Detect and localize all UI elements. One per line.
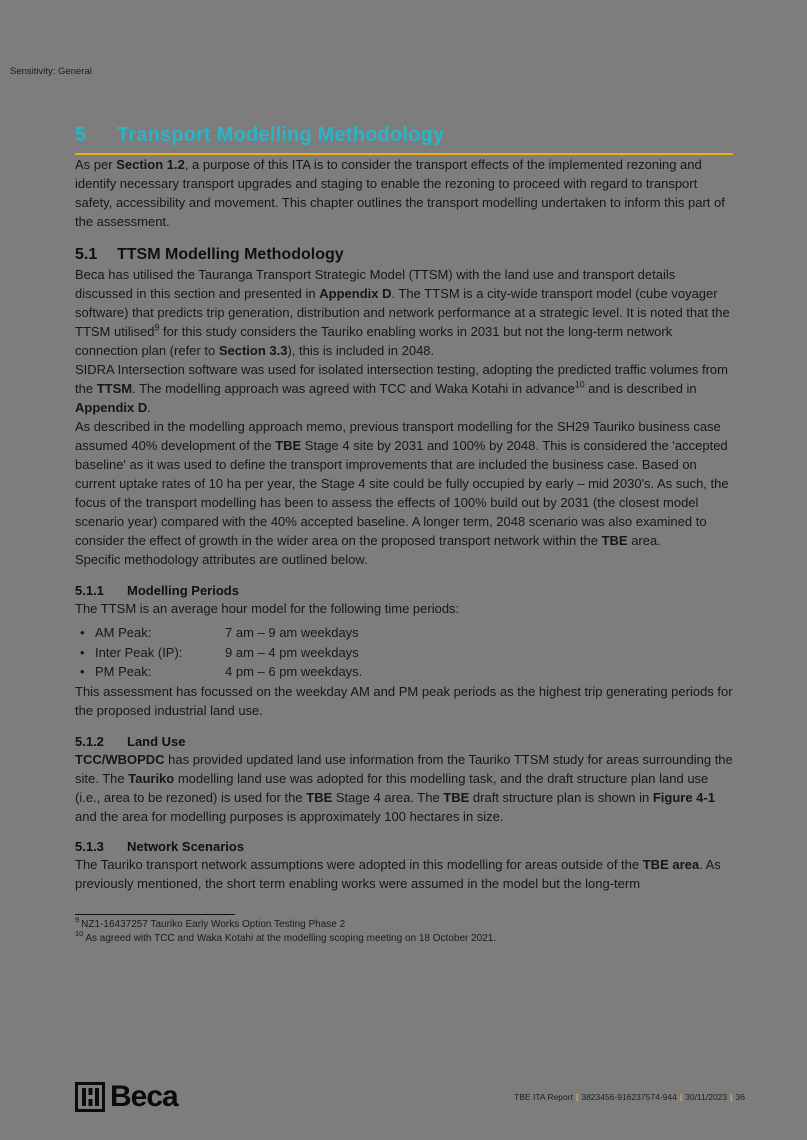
bullet-icon: • bbox=[80, 625, 85, 640]
section-51-number: 5.1 bbox=[75, 246, 98, 263]
footer-doc-title: TBE ITA Report bbox=[514, 1092, 573, 1102]
section-511-title: Modelling Periods bbox=[127, 583, 239, 598]
section-512-title: Land Use bbox=[127, 733, 186, 749]
paragraph-network-scenarios: The Tauriko transport network assumptions were adopted in this modelling for areas outside of the TBE area. As previously mentioned, the short term enabling works were assumed in the model but the long-term bbox=[75, 856, 721, 891]
paragraph-ttsm-model: Beca has utilised the Tauranga Transport Strategic Model (TTSM) with the land use and transport details discussed in this section and presented in Appendix D. The TTSM is a city-wide transport model (cube voyager software) that predicts trip generation, distribution and network performance at a strategic level. It is noted that the TTSM utilised$^9$ for this study considers the Tauriko enabling works in 2031 but not the long-term network connection plan (refer to Section 3.3), this is included in 2048. bbox=[75, 267, 730, 358]
footnote-marker: 10 bbox=[75, 929, 84, 939]
time-periods-list bbox=[75, 623, 733, 682]
sensitivity-label: Sensitivity: General bbox=[10, 66, 92, 77]
bullet-value: 7 am – 9 am weekdays bbox=[225, 625, 359, 640]
footnote-text: NZ1-16437257 Tauriko Early Works Option Testing Phase 2 bbox=[81, 918, 346, 930]
section-513-number: 5.1.3 bbox=[75, 838, 104, 854]
bullet-label: PM Peak: bbox=[95, 664, 152, 679]
paragraph-land-use: TCC/WBOPDC has provided updated land use information from the Tauriko TTSM study for areas surrounding the site. The Tauriko modelling land use was adopted for this modelling task, and the draft structure plan land use (i.e., area to be rezoned) is used for the TBE Stage 4 area. The TBE draft structure plan is shown in Figure 4-1 and the area for modelling purposes is approximately 100 hectares in size. bbox=[75, 751, 733, 824]
section-511-heading bbox=[75, 583, 733, 599]
chapter-heading bbox=[75, 122, 733, 148]
beca-wordmark: Beca bbox=[110, 1080, 178, 1113]
list-item-inter-peak bbox=[75, 643, 733, 663]
beca-logo-icon bbox=[75, 1082, 105, 1112]
section-512-heading bbox=[75, 734, 733, 750]
footnote-9 bbox=[75, 915, 733, 931]
footer-separator: | bbox=[679, 1092, 683, 1102]
beca-logo bbox=[75, 1082, 178, 1112]
paragraph-sidra: SIDRA Intersection software was used for isolated intersection testing, adopting the predicted traffic volumes from the TTSM. The modelling approach was agreed with TCC and Waka Kotahi in advance$^{10}$ and is described in Appendix D. bbox=[75, 362, 728, 415]
footer-separator: | bbox=[575, 1092, 579, 1102]
bullet-icon: • bbox=[80, 644, 85, 660]
section-511-number: 5.1.1 bbox=[75, 583, 104, 598]
footer-separator: | bbox=[730, 1092, 733, 1102]
bullet-label: Inter Peak (IP): bbox=[95, 644, 183, 660]
list-item-pm-peak bbox=[75, 662, 733, 682]
footer-doc-ref: 3823456-916237574-944 bbox=[581, 1092, 677, 1102]
footer-page-number: 36 bbox=[735, 1092, 745, 1102]
list-item-am-peak bbox=[75, 623, 733, 643]
chapter-title: Transport Modelling Methodology bbox=[117, 124, 445, 146]
bullet-value: 9 am – 4 pm weekdays bbox=[225, 644, 359, 660]
section-512-number: 5.1.2 bbox=[75, 733, 104, 749]
footnote-text: As agreed with TCC and Waka Kotahi at the modelling scoping meeting on 18 October 2021. bbox=[85, 932, 497, 944]
section-51-heading bbox=[75, 244, 733, 265]
footer-date: 30/11/2023 bbox=[685, 1092, 728, 1102]
bullet-value: 4 pm – 6 pm weekdays. bbox=[225, 664, 363, 679]
paragraph-time-periods-intro: The TTSM is an average hour model for the following time periods: bbox=[75, 601, 460, 616]
footer-doc-info bbox=[514, 1092, 745, 1102]
paragraph-assessment-focus: This assessment has focussed on the weekday AM and PM peak periods as the highest trip generating periods for the proposed industrial land use. bbox=[75, 683, 733, 718]
paragraph-baseline: As described in the modelling approach memo, previous transport modelling for the SH29 Tauriko business case assumed 40% development of the TBE Stage 4 site by 2031 and 100% by 2048. This is considered the 'accepted baseline' as it was used to define the transport improvements that are included the business case. Based on current uptake rates of 10 ha per year, the Stage 4 site could be fully occupied by early – mid 2030's. As such, the focus of the transport modelling has been to assess the effects of 100% build out by 2031 (the closest model scenario year) compared with the 40% accepted baseline. A longer term, 2048 scenario was also examined to consider the effect of growth in the wider area on the proposed transport network within the TBE area. bbox=[75, 419, 729, 548]
bullet-label: AM Peak: bbox=[95, 625, 152, 640]
footnote-marker: 9 bbox=[75, 915, 80, 925]
paragraph-methodology-note: Specific methodology attributes are outlined below. bbox=[75, 552, 368, 567]
section-51-title: TTSM Modelling Methodology bbox=[117, 246, 344, 263]
chapter-number: 5 bbox=[75, 124, 87, 146]
section-513-heading bbox=[75, 839, 733, 855]
bullet-icon: • bbox=[80, 664, 85, 679]
intro-paragraph: As per Section 1.2, a purpose of this ITA is to consider the transport effects of the implemented rezoning and identify necessary transport upgrades and staging to enable the rezoning to proceed with regard to transport safety, accessibility and movement. This chapter outlines the transport modelling undertaken to inform this part of the assessment. bbox=[75, 157, 725, 229]
footnote-10 bbox=[75, 929, 733, 945]
page-content bbox=[75, 122, 733, 945]
footnote-separator bbox=[75, 914, 235, 915]
section-513-title: Network Scenarios bbox=[127, 838, 245, 854]
